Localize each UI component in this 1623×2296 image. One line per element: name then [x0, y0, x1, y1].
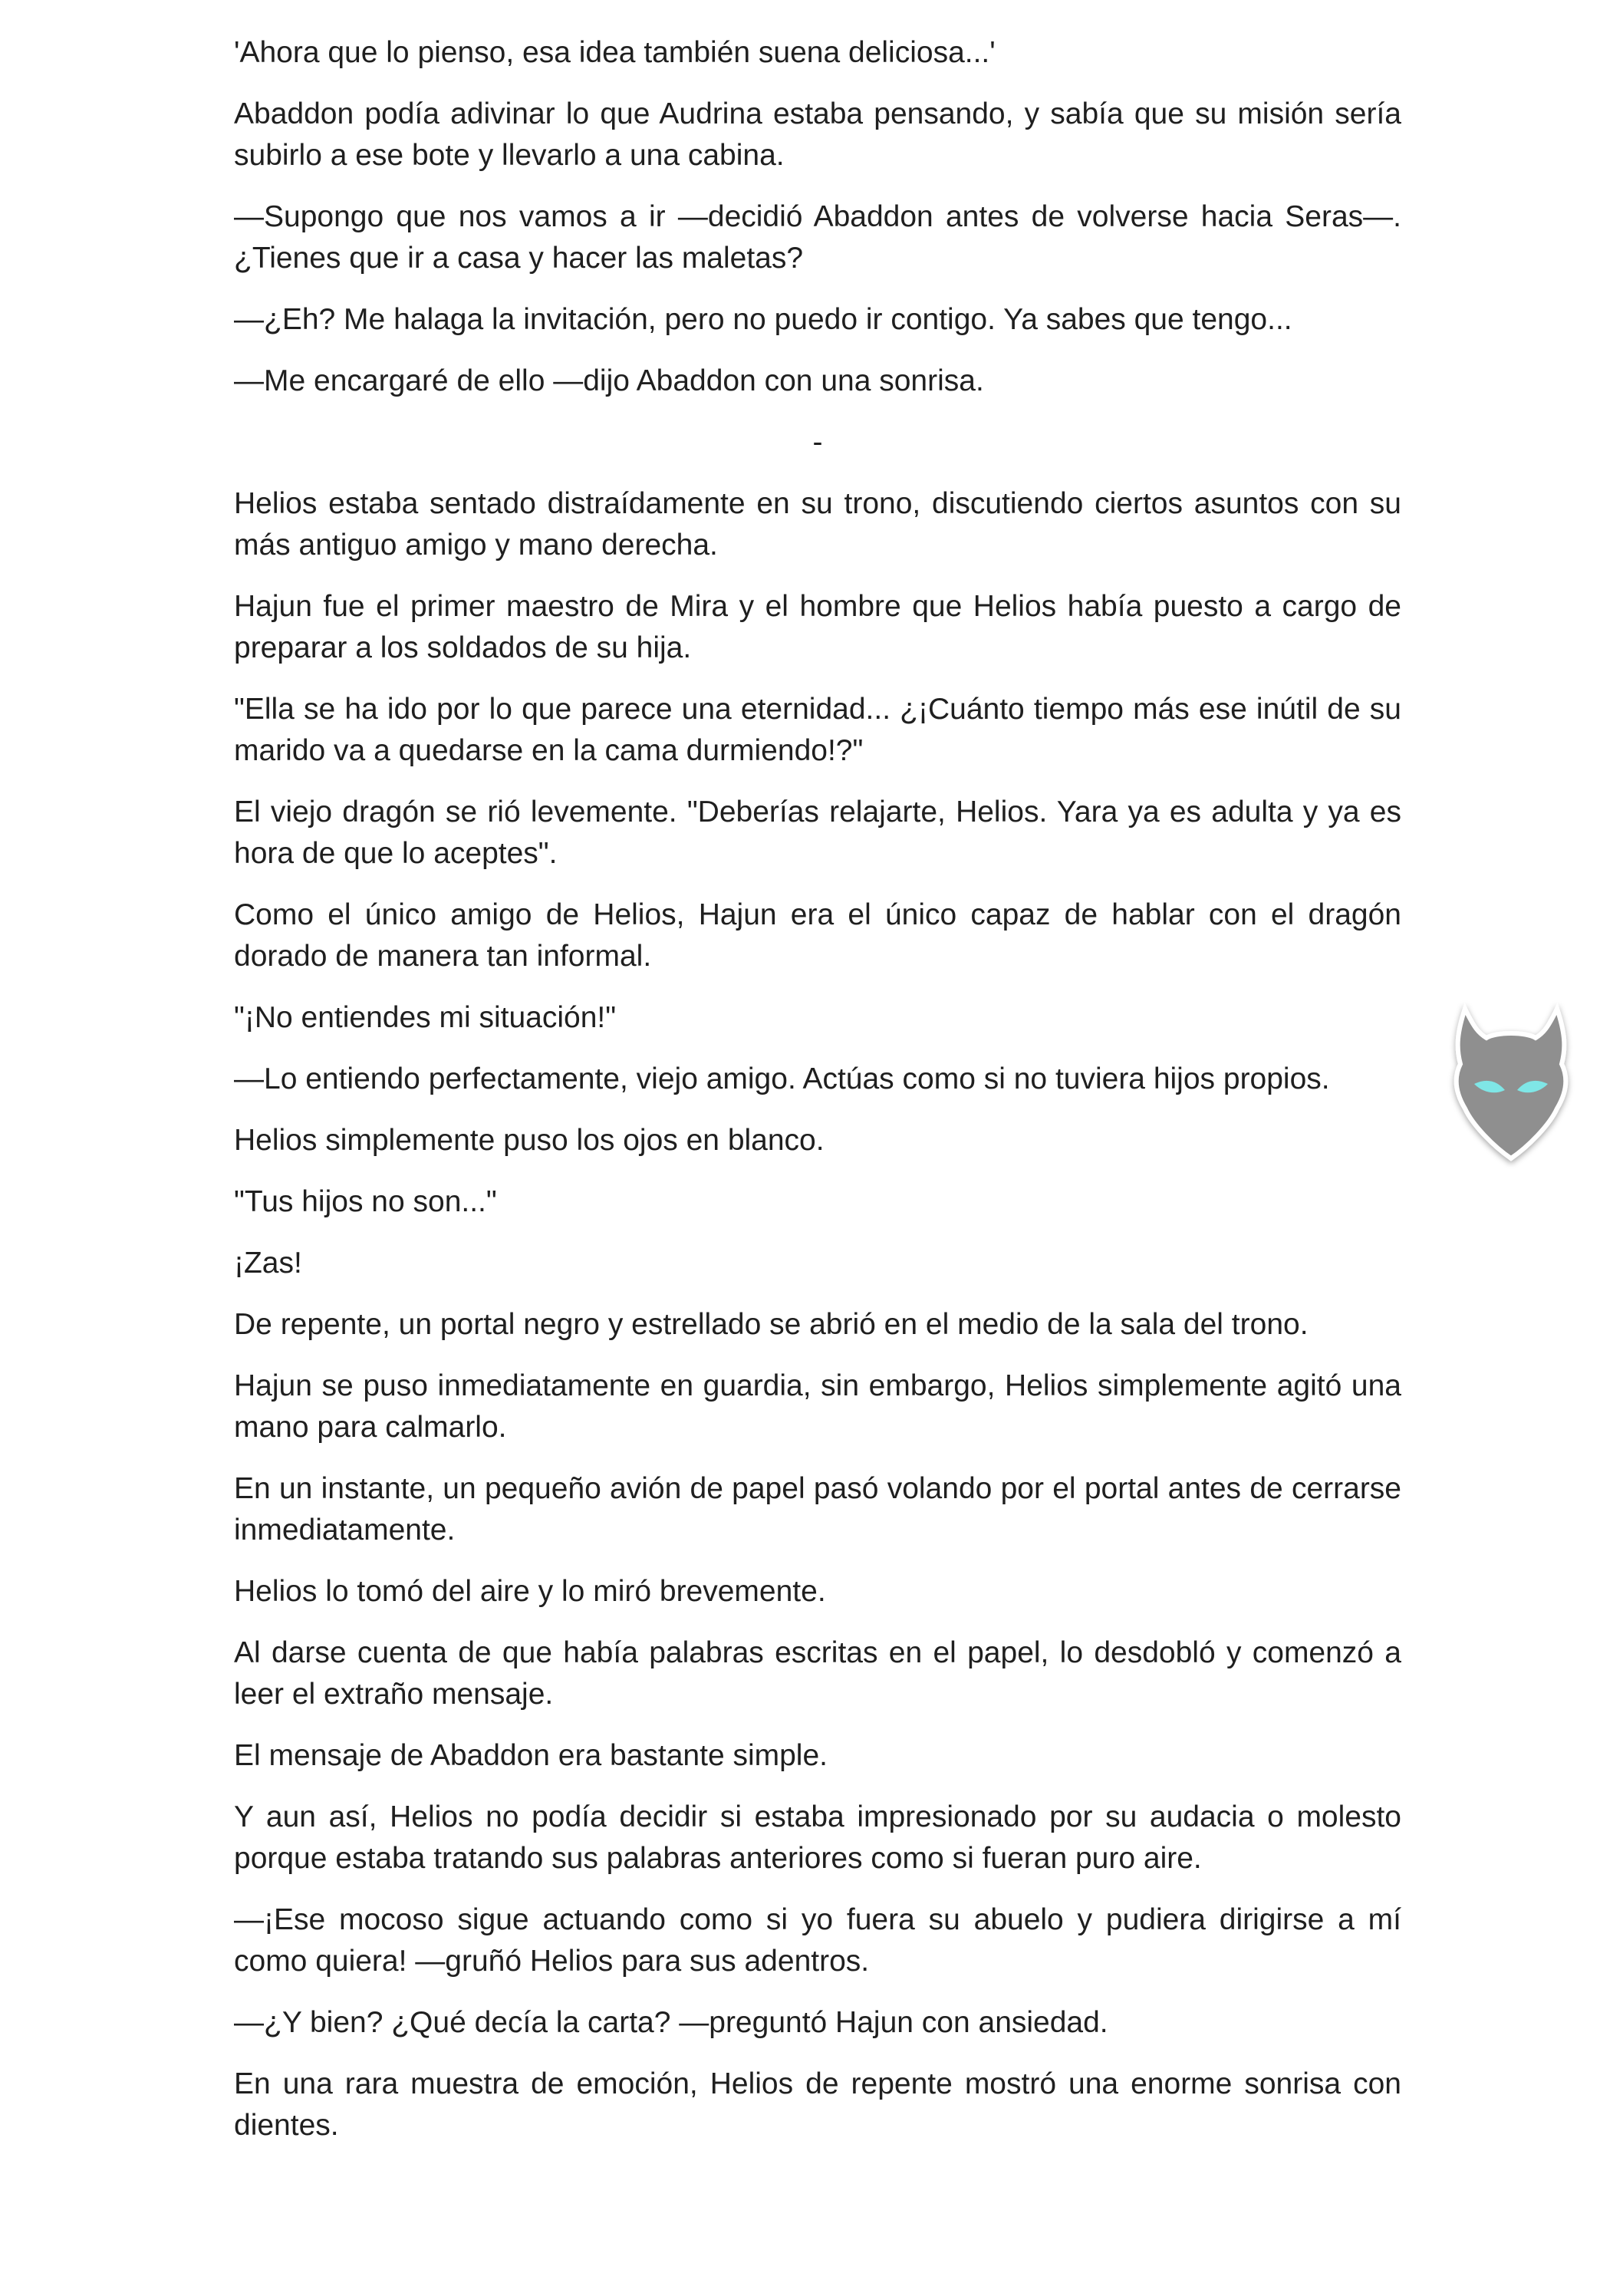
paragraph: Y aun así, Helios no podía decidir si estaba impresionado por su audacia o molesto porque estaba tratando sus palabras anteriores como si fueran puro aire. — [234, 1800, 1401, 1875]
paragraph: ¡Zas! — [234, 1247, 302, 1280]
paragraph: 'Ahora que lo pienso, esa idea también suena deliciosa...' — [234, 36, 996, 69]
paragraph: —Me encargaré de ello —dijo Abaddon con una sonrisa. — [234, 364, 984, 397]
paragraph: —¿Eh? Me halaga la invitación, pero no puedo ir contigo. Ya sabes que tengo... — [234, 303, 1292, 336]
paragraph: "Ella se ha ido por lo que parece una eternidad... ¿¡Cuánto tiempo más ese inútil de su marido va a quedarse en la cama durmiendo!?" — [234, 693, 1401, 767]
paragraph: Como el único amigo de Helios, Hajun era el único capaz de hablar con el dragón dorado de manera tan informal. — [234, 898, 1401, 973]
paragraph: Al darse cuenta de que había palabras escritas en el papel, lo desdobló y comenzó a leer el extraño mensaje. — [234, 1636, 1401, 1711]
paragraph: Helios lo tomó del aire y lo miró brevemente. — [234, 1575, 826, 1608]
paragraph: Hajun fue el primer maestro de Mira y el hombre que Helios había puesto a cargo de preparar a los soldados de su hija. — [234, 590, 1401, 664]
paragraph: —Lo entiendo perfectamente, viejo amigo. Actúas como si no tuviera hijos propios. — [234, 1062, 1330, 1095]
paragraph: El viejo dragón se rió levemente. "Deberías relajarte, Helios. Yara ya es adulta y ya es hora de que lo aceptes". — [234, 796, 1401, 870]
paragraph: De repente, un portal negro y estrellado se abrió en el medio de la sala del trono. — [234, 1308, 1309, 1341]
scene-separator: - — [812, 426, 823, 459]
demon-head-icon — [1442, 993, 1580, 1170]
paragraph: En una rara muestra de emoción, Helios de repente mostró una enorme sonrisa con dientes. — [234, 2067, 1401, 2142]
paragraph: El mensaje de Abaddon era bastante simple. — [234, 1739, 828, 1772]
paragraph: Abaddon podía adivinar lo que Audrina estaba pensando, y sabía que su misión sería subirlo a ese bote y llevarlo a una cabina. — [234, 97, 1401, 172]
document-body — [234, 32, 1401, 2166]
paragraph: Helios simplemente puso los ojos en blanco. — [234, 1124, 825, 1157]
paragraph: En un instante, un pequeño avión de papel pasó volando por el portal antes de cerrarse inmediatamente. — [234, 1472, 1401, 1547]
paragraph: Helios estaba sentado distraídamente en su trono, discutiendo ciertos asuntos con su más antiguo amigo y mano derecha. — [234, 487, 1401, 562]
paragraph: —¡Ese mocoso sigue actuando como si yo fuera su abuelo y pudiera dirigirse a mí como quiera! —gruñó Helios para sus adentros. — [234, 1903, 1401, 1978]
paragraph: —Supongo que nos vamos a ir —decidió Abaddon antes de volverse hacia Seras—. ¿Tienes que ir a casa y hacer las maletas? — [234, 200, 1401, 275]
paragraph: —¿Y bien? ¿Qué decía la carta? —preguntó Hajun con ansiedad. — [234, 2006, 1108, 2039]
paragraph: Hajun se puso inmediatamente en guardia, sin embargo, Helios simplemente agitó una mano para calmarlo. — [234, 1369, 1401, 1444]
paragraph: "¡No entiendes mi situación!" — [234, 1001, 617, 1034]
paragraph: "Tus hijos no son..." — [234, 1185, 497, 1218]
